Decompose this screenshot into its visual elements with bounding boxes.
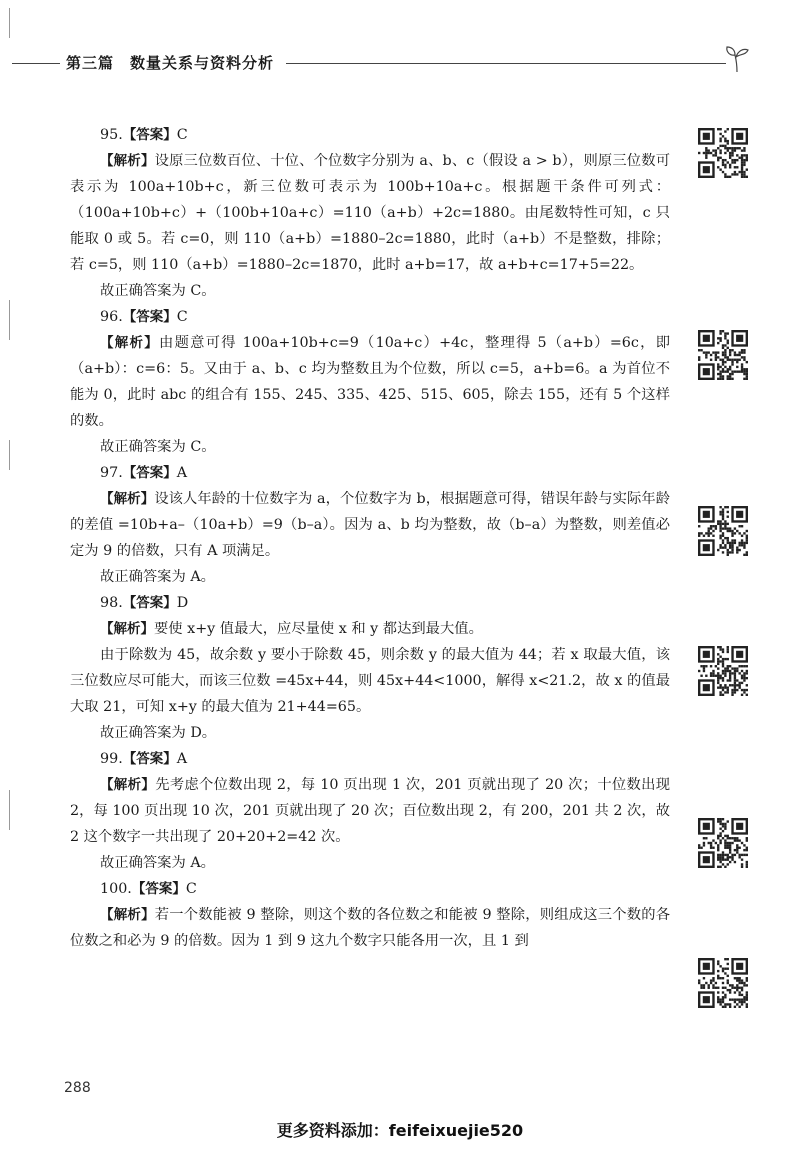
paragraph-text: 由于除数为 45，故余数 y 要小于除数 45，则余数 y 的最大值为 44；若 x 取最大值，该三位数应尽可能大，而该三位数 =45x+44，则 45x+44<1000，解得 x<21.2，故 x 的值最大取 21，可知 x+y 的最大值为 21+44=65。	[70, 647, 670, 715]
analysis-label: 【解析】	[100, 335, 160, 351]
analysis-paragraph	[70, 772, 670, 850]
paragraph-text: 故正确答案为 A。	[100, 569, 215, 585]
body-paragraph	[70, 434, 670, 460]
qr-code-icon	[698, 506, 748, 556]
question-number: 99.	[100, 751, 123, 767]
answer-value: C	[176, 309, 188, 325]
paragraph-text: 故正确答案为 C。	[100, 283, 216, 299]
analysis-label: 【解析】	[100, 777, 156, 793]
question-number: 100.	[100, 881, 132, 897]
analysis-text: 先考虑个位数出现 2，每 10 页出现 1 次，201 页就出现了 20 次；十位数出现 2，每 100 页出现 10 次，201 页就出现了 20 次；百位数出现 2，有 200，201 共 2 次，故 2 这个数字一共出现了 20+20+2=42 次。	[70, 777, 671, 845]
scan-mark	[9, 300, 10, 340]
qr-code-icon	[698, 958, 748, 1008]
scan-mark	[9, 790, 10, 830]
paragraph-text: 故正确答案为 A。	[100, 855, 215, 871]
answer-label: 【答案】	[122, 595, 177, 611]
answer-line	[70, 304, 670, 330]
body-paragraph	[70, 642, 670, 720]
qr-code-icon	[698, 128, 748, 178]
analysis-label: 【解析】	[100, 153, 155, 169]
answer-label: 【答案】	[122, 309, 177, 325]
page-number: 288	[64, 1080, 91, 1096]
body-paragraph	[70, 850, 670, 876]
answer-value: C	[185, 881, 197, 897]
scan-mark	[9, 8, 10, 38]
qr-code-icon	[698, 646, 748, 696]
answer-label: 【答案】	[122, 751, 177, 767]
answer-line	[70, 876, 670, 902]
question-number: 95.	[100, 127, 123, 143]
question-number: 98.	[100, 595, 123, 611]
answer-label: 【答案】	[131, 881, 186, 897]
analysis-text: 设该人年龄的十位数字为 a，个位数字为 b，根据题意可得，错误年龄与实际年龄的差值 =10b+a–（10a+b）=9（b–a）。因为 a、b 均为整数，故（b–a）为整数，则差值必定为 9 的倍数，只有 A 项满足。	[70, 491, 671, 559]
sprout-icon	[722, 44, 752, 74]
analysis-label: 【解析】	[100, 491, 155, 507]
answer-line	[70, 460, 670, 486]
analysis-label: 【解析】	[100, 907, 155, 923]
analysis-label: 【解析】	[100, 621, 154, 637]
answer-label: 【答案】	[122, 127, 177, 143]
scan-mark	[9, 440, 10, 470]
answer-line	[70, 122, 670, 148]
analysis-paragraph	[70, 486, 670, 564]
header-title: 第三篇 数量关系与资料分析	[66, 54, 275, 72]
analysis-paragraph	[70, 616, 670, 642]
body-paragraph	[70, 278, 670, 304]
qr-code-icon	[698, 330, 748, 380]
answer-value: A	[176, 465, 188, 481]
header-rule-right	[286, 63, 726, 64]
analysis-text: 若一个数能被 9 整除，则这个数的各位数之和能被 9 整除，则组成这三个数的各位数之和必为 9 的倍数。因为 1 到 9 这九个数字只能各用一次，且 1 到	[70, 907, 671, 949]
question-number: 96.	[100, 309, 123, 325]
analysis-text: 要使 x+y 值最大，应尽量使 x 和 y 都达到最大值。	[154, 621, 483, 637]
question-number: 97.	[100, 465, 123, 481]
paragraph-text: 故正确答案为 C。	[100, 439, 216, 455]
body-paragraph	[70, 720, 670, 746]
body-paragraph	[70, 564, 670, 590]
header-rule-left	[12, 63, 60, 64]
analysis-paragraph	[70, 148, 670, 278]
analysis-text: 由题意可得 100a+10b+c=9（10a+c）+4c，整理得 5（a+b）=6c，即（a+b）：c=6：5。又由于 a、b、c 均为整数且为个位数，所以 c=5，a+b=6。a 为首位不能为 0，此时 abc 的组合有 155、245、335、425、515、605，除去 155，还有 5 个这样的数。	[70, 335, 671, 429]
analysis-text: 设原三位数百位、十位、个位数字分别为 a、b、c（假设 a > b），则原三位数可表示为 100a+10b+c，新三位数可表示为 100b+10a+c。根据题干条件可列式：（100a+10b+c）+（100b+10a+c）=110（a+b）+2c=1880。由尾数特性可知，c 只能取 0 或 5。若 c=0，则 110（a+b）=1880–2c=1880，此时（a+b）不是整数，排除；若 c=5，则 110（a+b）=1880–2c=1870，此时 a+b=17，故 a+b+c=17+5=22。	[70, 153, 671, 273]
analysis-paragraph	[70, 330, 670, 434]
paragraph-text: 故正确答案为 D。	[100, 725, 217, 741]
answer-label: 【答案】	[122, 465, 177, 481]
answer-value: C	[176, 127, 188, 143]
watermark-text: 更多资料添加：feifeixuejie520	[276, 1121, 524, 1140]
answer-line	[70, 746, 670, 772]
answer-content	[70, 122, 670, 954]
answer-value: A	[176, 751, 188, 767]
answer-value: D	[176, 595, 189, 611]
analysis-paragraph	[70, 902, 670, 954]
page-header	[0, 42, 800, 82]
answer-line	[70, 590, 670, 616]
qr-code-icon	[698, 818, 748, 868]
